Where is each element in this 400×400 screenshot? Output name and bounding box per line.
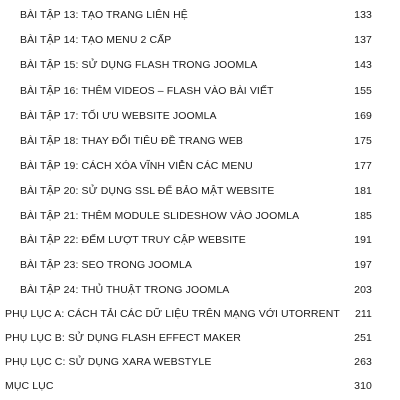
toc-entry-title: BÀI TẬP 23: SEO TRONG JOOMLA (20, 259, 193, 271)
toc-entry-page-number: 181 (354, 185, 372, 197)
toc-entry-page-number: 155 (354, 85, 372, 97)
toc-entry-title: BÀI TẬP 18: THAY ĐỔI TIÊU ĐỀ TRANG WEB (20, 135, 244, 147)
toc-entry-bai-tap-19 (0, 159, 400, 173)
toc-entry-bai-tap-17 (0, 109, 400, 123)
toc-entry-page-number: 177 (354, 160, 372, 172)
toc-entry-title: BÀI TẬP 14: TẠO MENU 2 CẤP (20, 34, 172, 46)
toc-entry-page-number: 263 (354, 356, 372, 368)
toc-entry-page-number: 251 (354, 332, 372, 344)
toc-entry-title: BÀI TẬP 24: THỦ THUẬT TRONG JOOMLA (20, 284, 230, 296)
toc-entry-page-number: 197 (354, 259, 372, 271)
toc-entry-title: BÀI TẬP 16: THÊM VIDEOS – FLASH VÀO BÀI VIẾT (20, 85, 274, 97)
toc-entry-title: BÀI TẬP 15: SỬ DỤNG FLASH TRONG JOOMLA (20, 59, 258, 71)
toc-entry-title: BÀI TẬP 22: ĐẾM LƯỢT TRUY CẬP WEBSITE (20, 234, 246, 246)
toc-entry-page-number: 169 (354, 110, 372, 122)
toc-entry-bai-tap-21 (0, 209, 400, 223)
toc-entry-bai-tap-24 (0, 283, 400, 297)
toc-entry-title: MỤC LỤC (5, 380, 54, 392)
toc-entry-title: BÀI TẬP 19: CÁCH XÓA VĨNH VIỄN CÁC MENU (20, 160, 253, 172)
toc-entry-title: BÀI TẬP 13: TẠO TRANG LIÊN HỆ (20, 9, 188, 21)
toc-entry-bai-tap-22 (0, 233, 400, 247)
toc-entry-page-number: 191 (354, 234, 372, 246)
toc-entry-phu-luc-a (0, 307, 400, 321)
toc-entry-muc-luc (0, 379, 400, 393)
toc-entry-title: PHỤ LỤC C: SỬ DỤNG XARA WEBSTYLE (5, 356, 212, 368)
toc-entry-page-number: 211 (354, 308, 372, 320)
toc-entry-phu-luc-b (0, 331, 400, 345)
toc-entry-page-number: 310 (354, 380, 372, 392)
toc-entry-phu-luc-c (0, 355, 400, 369)
toc-entry-page-number: 133 (354, 9, 372, 21)
toc-entry-page-number: 175 (354, 135, 372, 147)
toc-entry-title: BÀI TẬP 21: THÊM MODULE SLIDESHOW VÀO JOOMLA (20, 210, 300, 222)
toc-entry-title: PHỤ LỤC B: SỬ DỤNG FLASH EFFECT MAKER (5, 332, 241, 344)
toc-entry-bai-tap-20 (0, 184, 400, 198)
toc-entry-title: BÀI TẬP 17: TỐI ƯU WEBSITE JOOMLA (20, 110, 217, 122)
toc-entry-bai-tap-13 (0, 8, 400, 22)
toc-entry-bai-tap-14 (0, 33, 400, 47)
toc-entry-bai-tap-16 (0, 84, 400, 98)
toc-entry-page-number: 185 (354, 210, 372, 222)
toc-entry-bai-tap-15 (0, 58, 400, 72)
toc-entry-bai-tap-23 (0, 258, 400, 272)
toc-entry-title: PHỤ LỤC A: CÁCH TẢI CÁC DỮ LIỆU TRÊN MẠNG VỚI UTORRENT (5, 308, 340, 320)
toc-entry-bai-tap-18 (0, 134, 400, 148)
toc-entry-page-number: 203 (354, 284, 372, 296)
toc-entry-title: BÀI TẬP 20: SỬ DỤNG SSL ĐỂ BẢO MẬT WEBSITE (20, 185, 275, 197)
toc-entry-page-number: 137 (354, 34, 372, 46)
toc-entry-page-number: 143 (354, 59, 372, 71)
